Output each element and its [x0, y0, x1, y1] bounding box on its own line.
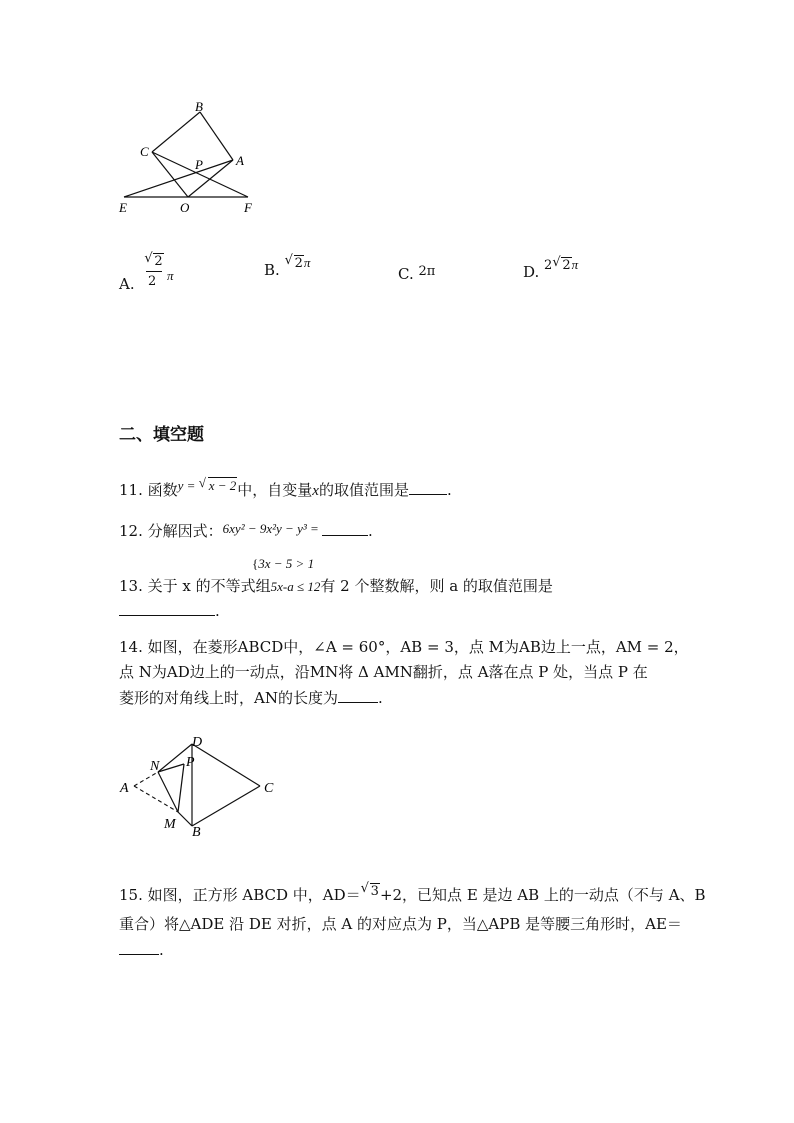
q15-answer-blank[interactable] [119, 940, 159, 955]
option-c-value: 2π [418, 264, 436, 279]
option-c [398, 264, 435, 286]
q14-line-3-text: 菱形的对角线上时，AN的长度为 [119, 689, 338, 707]
option-d-sqrt: √ 2 [552, 255, 571, 273]
q15-line-2: 重合）将△ADE 沿 DE 对折，点 A 的对应点为 P，当△APB 是等腰三角形时，AE＝ [119, 915, 682, 933]
label-B: B [192, 825, 201, 840]
question-13 [119, 576, 553, 597]
q11-expr-y: y = [177, 478, 199, 493]
q11-pre: 函数 [147, 481, 178, 499]
option-b-pi: π [303, 255, 311, 270]
label-A: A [120, 781, 129, 796]
option-b [264, 253, 311, 282]
label-E: E [119, 200, 127, 215]
label-P: P [195, 157, 203, 172]
label-F: F [244, 200, 252, 215]
label-M: M [164, 817, 176, 832]
label-B: B [195, 99, 203, 114]
q15-line-1 [119, 881, 706, 907]
section-heading: 二、填空题 [119, 425, 204, 445]
q13-inequality-1: {3x − 5 > 1 [252, 556, 315, 571]
q15-sqrt: √ 3 [360, 881, 379, 899]
q15-line-1-pre: 15. 如图，正方形 ABCD 中，AD＝ [119, 886, 361, 904]
q15-line-1-post: +2，已知点 E 是边 AB 上的一动点（不与 A、B [379, 886, 706, 904]
q11-var: x [312, 483, 319, 499]
q14-answer-blank[interactable] [338, 688, 378, 703]
q13-answer-line [119, 601, 220, 621]
q13-end: . [215, 602, 220, 620]
q14-line-1: 14. 如图，在菱形ABCD中，∠A = 60°，AB = 3，点 M为AB边上一点，AM = 2， [119, 638, 689, 656]
q12-end: . [368, 522, 373, 540]
option-a-numerator: √ 2 [144, 251, 163, 269]
option-a-prefix: A. [119, 275, 135, 293]
option-c-prefix: C. [398, 265, 414, 283]
q11-mid: 中，自变量 [237, 481, 313, 499]
q14-end: . [377, 689, 383, 707]
option-d [523, 255, 579, 284]
label-A: A [236, 153, 244, 168]
label-P: P [186, 755, 195, 770]
q13-inequality-2: 5x-a ≤ 12 [270, 579, 321, 594]
option-b-sqrt: √ 2 [284, 253, 303, 271]
label-O: O [180, 200, 190, 215]
figure-1 [110, 95, 280, 220]
q13-number: 13. [119, 577, 143, 595]
label-N: N [150, 759, 160, 774]
option-d-pi: π [571, 257, 579, 272]
option-b-prefix: B. [264, 261, 280, 279]
option-d-coef: 2 [544, 258, 553, 273]
q12-number: 12. [119, 522, 143, 540]
q13-post: 有 2 个整数解，则 a 的取值范围是 [320, 577, 553, 595]
q12-answer-blank[interactable] [322, 521, 368, 536]
question-11 [119, 475, 452, 501]
label-C: C [140, 144, 149, 159]
label-C: C [264, 781, 274, 796]
q11-end: . [446, 481, 452, 499]
q11-answer-blank[interactable] [409, 480, 447, 495]
q13-answer-blank[interactable] [119, 601, 215, 616]
q11-post: 的取值范围是 [318, 481, 409, 499]
option-a-pi: π [167, 268, 174, 283]
q14-line-3 [119, 688, 383, 708]
q15-answer-line [119, 940, 164, 960]
q15-end: . [159, 941, 164, 959]
label-D: D [192, 735, 203, 750]
option-d-prefix: D. [523, 263, 540, 281]
question-12 [119, 521, 373, 542]
q13-pre: 关于 x 的不等式组 [147, 577, 271, 595]
q11-number: 11. [119, 481, 143, 499]
q12-pre: 分解因式： [147, 522, 223, 540]
q11-sqrt: √ x − 2 [198, 475, 237, 493]
q14-line-2: 点 N为AD边上的一动点，沿MN将 Δ AMN翻折，点 A落在点 P 处，当点 P 在 [119, 663, 648, 681]
q12-expression: 6xy² − 9x²y − y³ = [222, 521, 323, 536]
option-a [119, 250, 199, 292]
option-a-denominator: 2 [148, 274, 157, 289]
figure-2 [112, 730, 287, 840]
